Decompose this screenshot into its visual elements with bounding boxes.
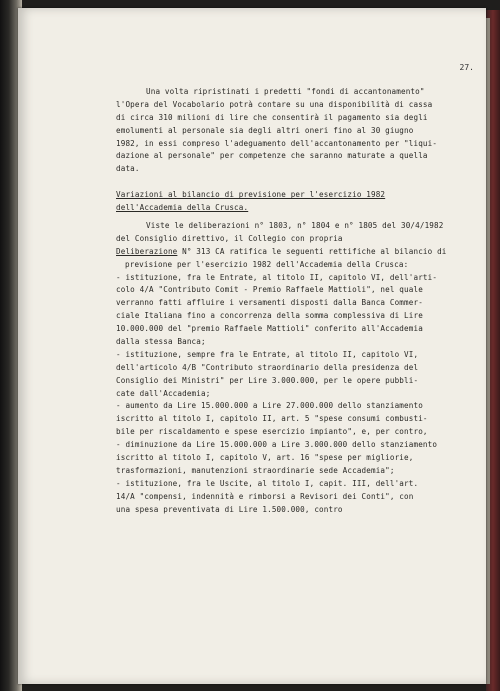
- text-line: emolumenti al personale sia degli altri oneri fino al 30 giugno: [116, 125, 414, 135]
- text-line: l'Opera del Vocabolario potrà contare su una disponibilità di cassa: [116, 99, 433, 109]
- deliberation-label: Deliberazione: [116, 246, 178, 256]
- text-line: bile per riscaldamento e spese esercizio impianto", e, per contro,: [116, 427, 428, 437]
- text-line: trasformazioni, manutenzioni straordinarie sede Accademia";: [116, 465, 395, 475]
- bullet-list: [116, 272, 476, 517]
- text-line: cate dall'Accademia;: [116, 388, 211, 398]
- paragraph-2: [116, 220, 476, 246]
- text-line: iscritto al titolo I, capitolo II, art. 5 "spese consumi combusti-: [116, 414, 428, 424]
- page-text: [116, 8, 476, 517]
- text-line: data.: [116, 164, 140, 174]
- list-item: [116, 478, 476, 517]
- text-line: - aumento da Lire 15.000.000 a Lire 27.000.000 dello stanziamento: [116, 401, 423, 411]
- text-line: del Consiglio direttivo, il Collegio con propria: [116, 233, 343, 243]
- text-line: una spesa preventivata di Lire 1.500.000, contro: [116, 504, 343, 514]
- text-line: di circa 310 milioni di lire che consentirà il pagamento sia degli: [116, 112, 428, 122]
- list-item: [116, 349, 476, 401]
- list-item: [116, 400, 476, 439]
- heading-line: Variazioni al bilancio di previsione per l'esercizio 1982: [116, 190, 386, 200]
- deliberation: [116, 246, 476, 272]
- page-edge-shadow: [486, 18, 490, 684]
- text-line: - istituzione, fra le Entrate, al titolo II, capitolo VI, dell'arti-: [116, 272, 438, 282]
- text-line: dell'articolo 4/B "Contributo straordinario della presidenza del: [116, 362, 419, 372]
- text-line: Consiglio dei Ministri" per Lire 3.000.000, per le opere pubbli-: [116, 375, 419, 385]
- text-line: Viste le deliberazioni n° 1803, n° 1804 e n° 1805 del 30/4/1982: [146, 221, 444, 231]
- text-line: 10.000.000 del "premio Raffaele Mattioli" conferito all'Accademia: [116, 324, 423, 334]
- text-line: Una volta ripristinati i predetti "fondi di accantonamento": [146, 87, 425, 96]
- text-line: verranno fatti affluire i versamenti disposti dalla Banca Commer-: [116, 298, 423, 308]
- text-line: previsione per l'esercizio 1982 dell'Accademia della Crusca:: [125, 259, 409, 269]
- text-line: dazione al personale" per competenze che saranno maturate a quella: [116, 151, 428, 161]
- list-item: [116, 439, 476, 478]
- heading-line: dell'Accademia della Crusca.: [116, 203, 249, 213]
- text-line: iscritto al titolo I, capitolo V, art. 16 "spese per migliorie,: [116, 453, 414, 463]
- text-line: 1982, in essi compreso l'adeguamento dell'accantonamento per "liqui-: [116, 138, 438, 148]
- text-line: dalla stessa Banca;: [116, 337, 206, 347]
- text-line: ciale Italiana fino a concorrenza della somma complessiva di Lire: [116, 311, 423, 321]
- deliberation-text: N° 313 CA ratifica le seguenti rettifiche al bilancio di: [177, 246, 447, 256]
- text-line: colo 4/A "Contributo Comit - Premio Raffaele Mattioli", nel quale: [116, 285, 423, 295]
- text-line: 14/A "compensi, indennità e rimborsi a Revisori dei Conti", con: [116, 491, 414, 501]
- list-item: [116, 272, 476, 349]
- document-page: [18, 8, 486, 684]
- section-heading: [116, 189, 476, 215]
- paragraph-1: [116, 86, 476, 176]
- top-margin: [116, 8, 476, 86]
- text-line: - istituzione, fra le Uscite, al titolo I, capit. III, dell'art.: [116, 478, 419, 488]
- deliberation-line: [116, 246, 476, 259]
- text-line: - istituzione, sempre fra le Entrate, al titolo II, capitolo VI,: [116, 349, 419, 359]
- page-number: 27.: [459, 63, 474, 72]
- text-line: - diminuzione da Lire 15.000.000 a Lire 3.000.000 dello stanziamento: [116, 440, 438, 450]
